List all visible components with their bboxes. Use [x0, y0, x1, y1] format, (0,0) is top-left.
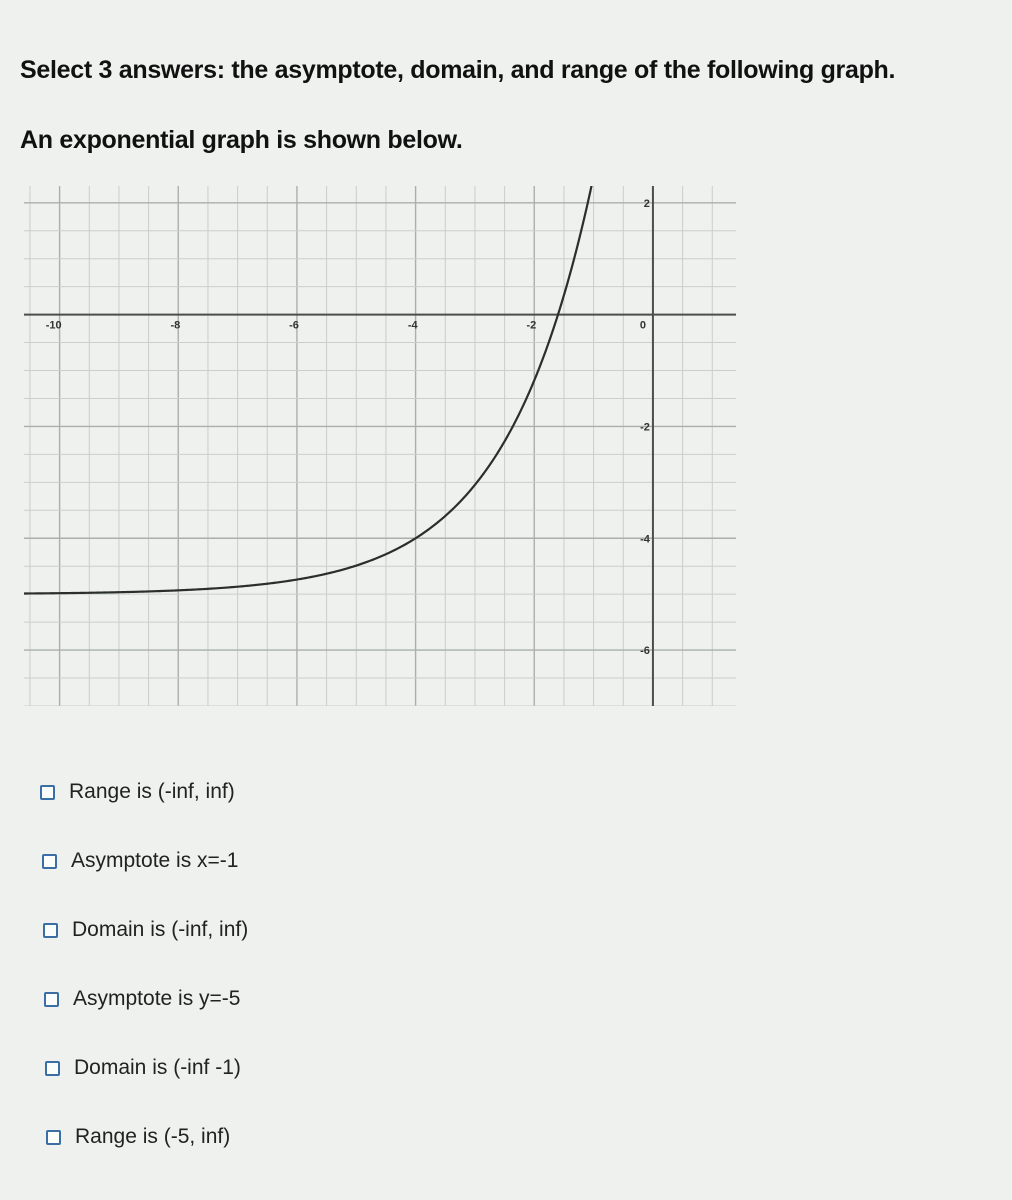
option-label: Domain is (-inf -1) — [74, 1056, 241, 1079]
option-label: Range is (-5, inf) — [75, 1125, 231, 1148]
option-range-all-reals[interactable] — [40, 780, 235, 804]
checkbox[interactable] — [40, 785, 55, 800]
option-label: Asymptote is x=-1 — [71, 849, 239, 872]
option-asymptote-x[interactable] — [42, 849, 238, 873]
x-tick-label: -6 — [289, 319, 299, 332]
checkbox[interactable] — [43, 923, 58, 938]
option-label: Asymptote is y=-5 — [73, 987, 241, 1010]
option-domain-all-reals[interactable] — [43, 918, 248, 942]
x-tick-label: -4 — [407, 319, 418, 332]
question-prompt: Select 3 answers: the asymptote, domain, and range of the following graph. — [20, 56, 896, 84]
option-range-restricted[interactable] — [46, 1125, 230, 1149]
checkbox[interactable] — [44, 992, 59, 1007]
option-label: Range is (-inf, inf) — [69, 780, 235, 803]
y-tick-label: 2 — [643, 197, 650, 210]
option-label: Domain is (-inf, inf) — [72, 918, 249, 941]
option-asymptote-y[interactable] — [44, 987, 240, 1011]
x-tick-label: -2 — [526, 319, 537, 332]
question-subtitle: An exponential graph is shown below. — [20, 126, 463, 154]
checkbox[interactable] — [46, 1130, 61, 1145]
exponential-graph — [24, 186, 736, 706]
checkbox[interactable] — [42, 854, 57, 869]
y-tick-label: -4 — [640, 533, 650, 546]
option-domain-restricted[interactable] — [45, 1056, 241, 1080]
checkbox[interactable] — [45, 1061, 60, 1076]
exponential-curve — [24, 186, 594, 594]
x-tick-label: -8 — [170, 319, 181, 332]
graph-canvas — [24, 186, 736, 706]
x-tick-label: -10 — [45, 319, 62, 332]
x-tick-label: 0 — [639, 319, 646, 332]
y-tick-label: -6 — [640, 645, 650, 658]
y-tick-label: -2 — [640, 421, 650, 434]
